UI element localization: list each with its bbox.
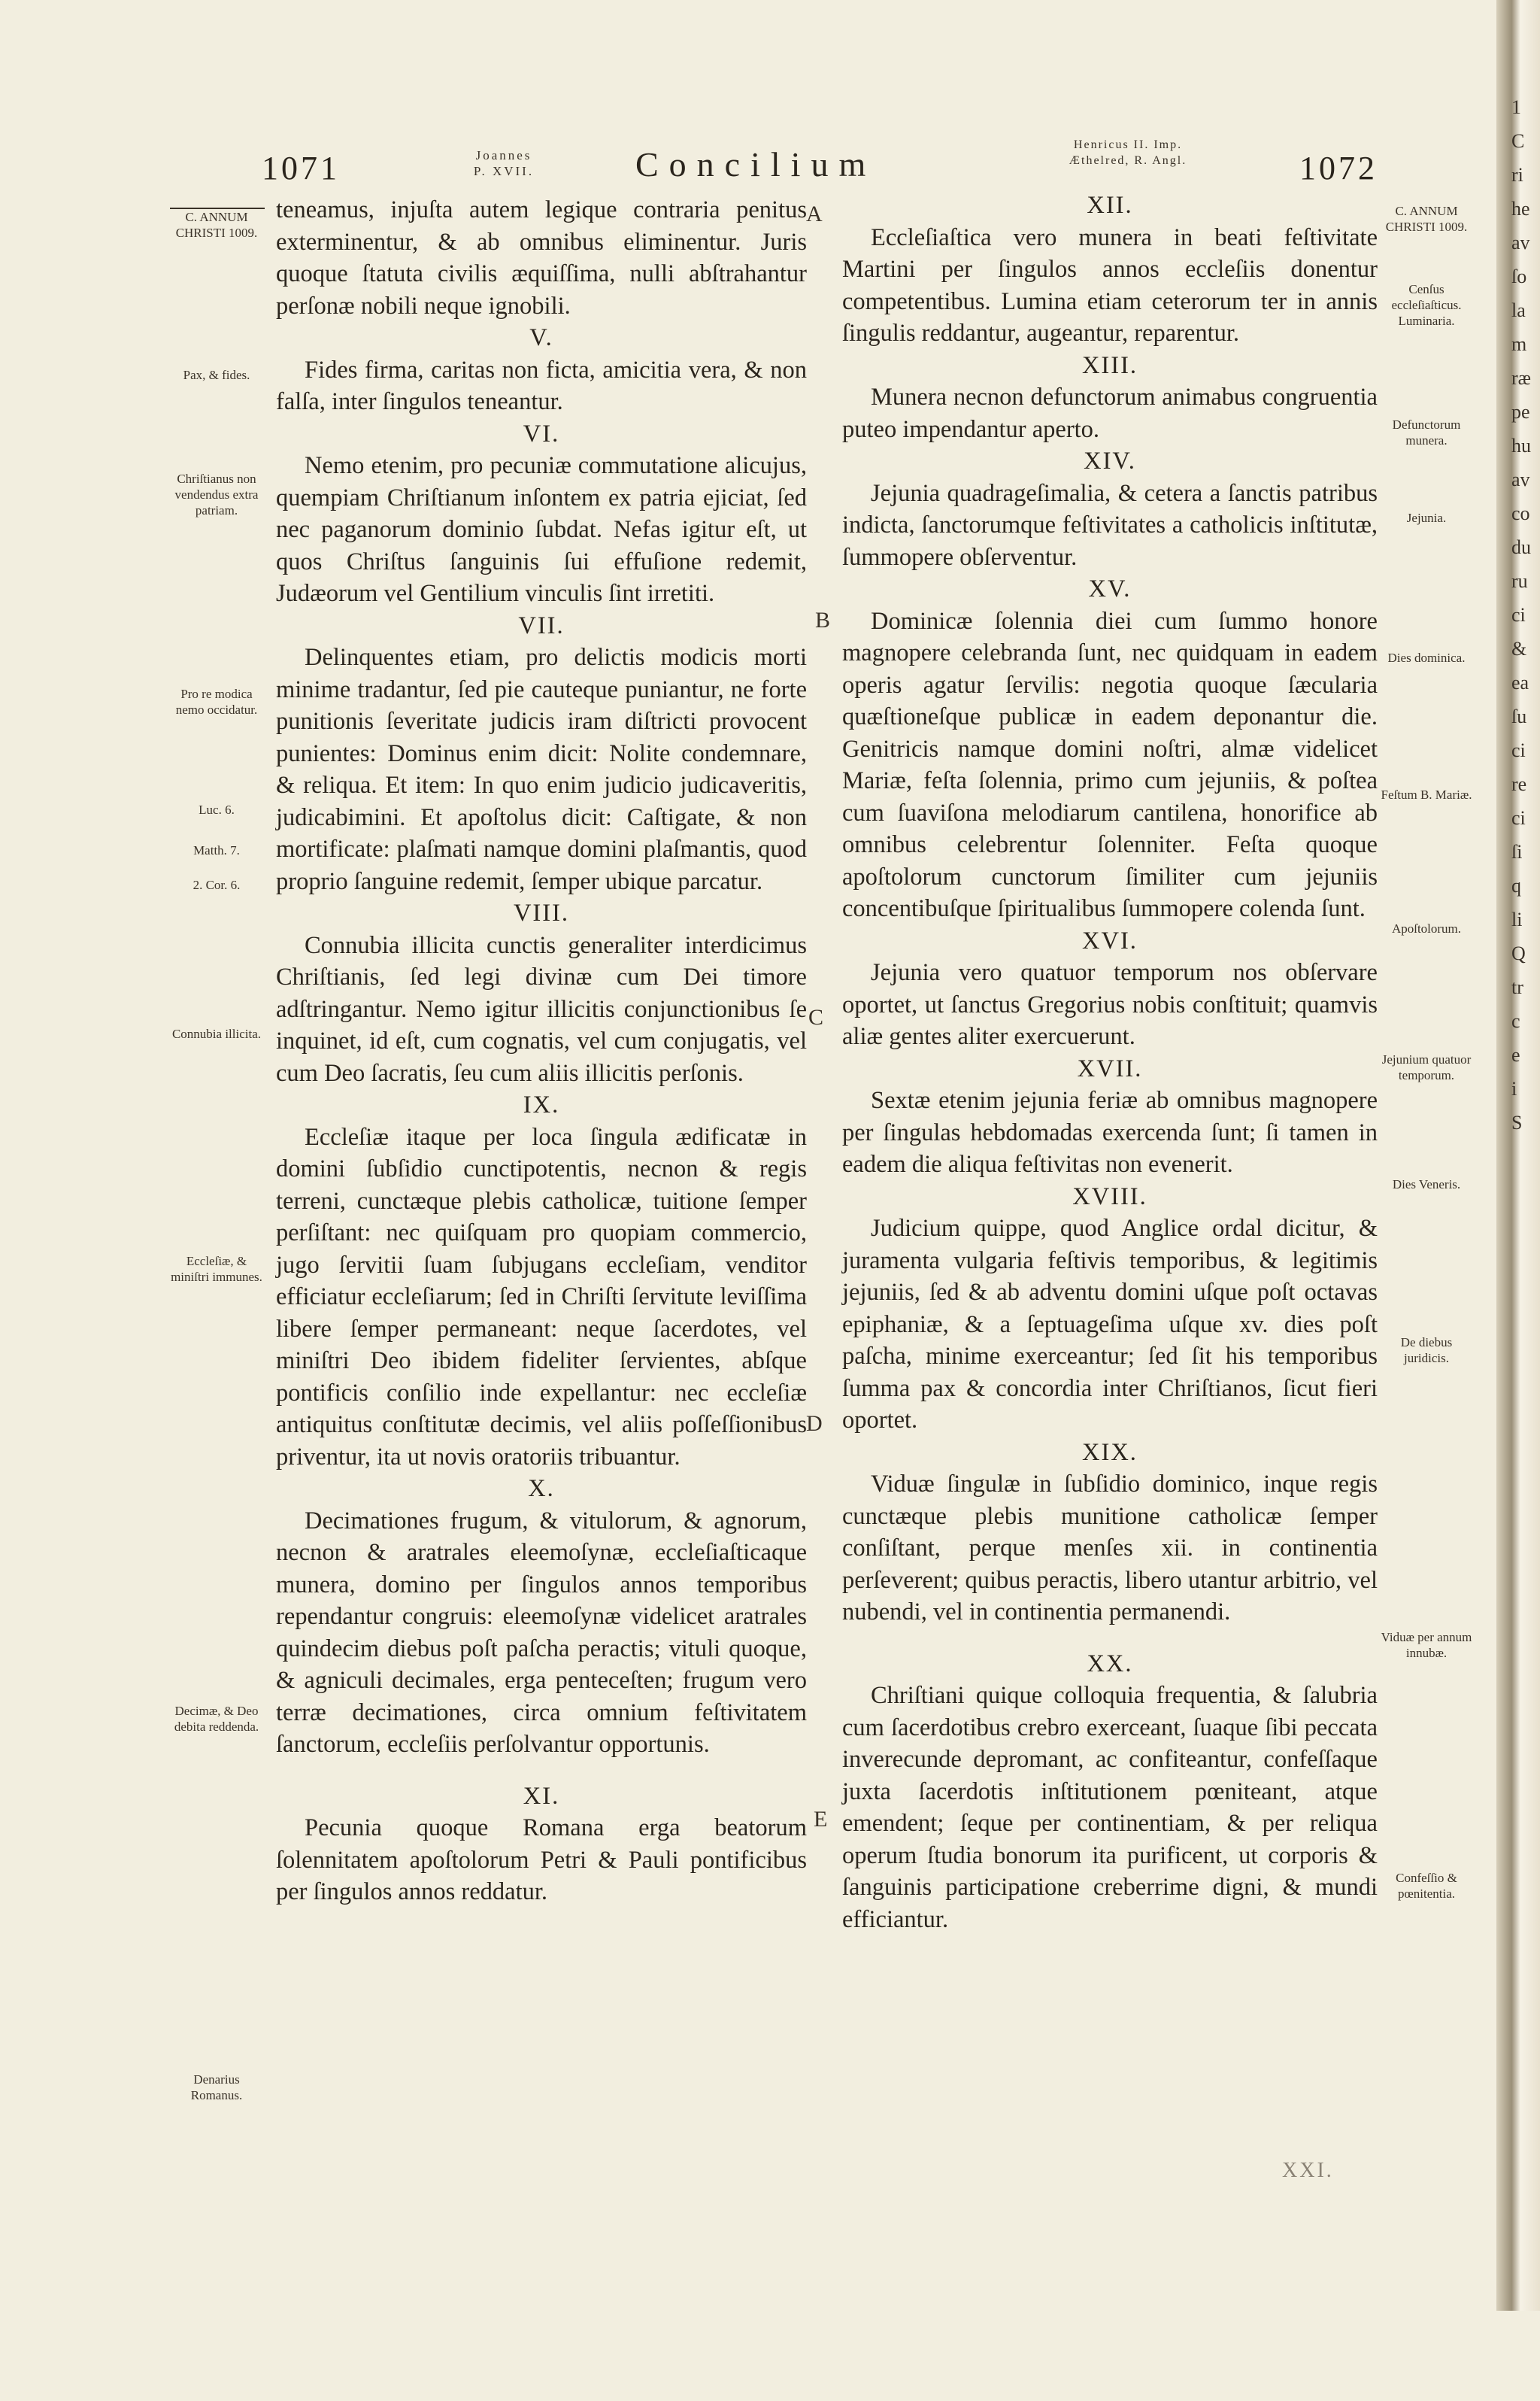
chapter-text: Judicium quippe, quod Anglice ordal dicitur, & juramenta vulgaria feſtivis temporibus, & legitimis jejuniis, ſed & ab adventu domini uſque poſt octavas epiphaniæ, & a ſeptuageſima uſque xv. dies poſt paſcha, minime exerceantur; ſed ſit his temporibus ſumma pax & concordia inter Chriſtianos, ſicut fieri oportet. — [842, 1215, 1378, 1434]
chapter-numeral: XV. — [1088, 575, 1132, 603]
margin-note: Confeſſio & pœnitentia. — [1396, 1871, 1457, 1901]
running-head-left-line: Joannes — [475, 148, 532, 162]
section-marker: E — [814, 1807, 828, 1832]
chapter-text: Munera necnon defunctorum animabus congruentia puteo impendantur aperto. — [842, 384, 1378, 443]
margin-note: Eccleſiæ, & miniſtri immunes. — [171, 1254, 262, 1284]
chapter-text: Eccleſiæ itaque per loca ſingula ædificatæ in domini ſubſidio cunctipotentis, necnon & regis terreni, cunctæque plebis catholicæ, tuitione ſemper perſiſtant: nec quiſquam pro quopiam commercio, jugo ſervitii ſuam ſubjugans eccleſiam, venditor efficiatur eccleſiarum; ſed in Chriſti ſervitute leviſſima libere ſemper permaneant: neque ſacerdotes, vel miniſtri Deo ibidem fideliter ſervientes, abſque pontificis conſilio inde expellantur: nec eccleſiæ antiquitus conſtitutæ decimis, vel aliis poſſeſſionibus priventur, ita ut novis oratoriis tribuantur. — [276, 1123, 807, 1471]
facing-page-fragment: tr — [1511, 976, 1523, 998]
facing-page-fragment: ci — [1511, 739, 1526, 761]
chapter-numeral: XVIII. — [1072, 1182, 1147, 1210]
facing-page-fragment: av — [1511, 469, 1530, 490]
facing-page-fragment: & — [1511, 638, 1527, 660]
margin-note: Defunctorum munera. — [1392, 417, 1461, 448]
facing-page-fragment: he — [1511, 198, 1530, 220]
margin-note: Dies Veneris. — [1392, 1177, 1461, 1191]
chapter-text: teneamus, injuſta autem legique contraria penitus exterminentur, & ab omnibus eliminentur. Juris quoque ſtatuta civilis æquiſſima, nulli abſtrahantur perſonæ nobili neque ignobili. — [276, 196, 807, 320]
chapter-numeral: XX. — [1087, 1650, 1133, 1677]
chapter-numeral: IX. — [523, 1091, 560, 1119]
chapter-numeral: XIX. — [1082, 1438, 1138, 1466]
section-marker: C — [808, 1005, 824, 1030]
chapter-numeral: XII. — [1087, 192, 1133, 219]
chapter-text: Dominicæ ſolennia diei cum ſummo honore magnopere celebranda ſunt, nec quidquam in eadem operis agatur ſervilis: negotia quoque ſæcularia quæſtioneſque publicæ in eadem deponantur die. Genitricis namque domini noſtri, almæ videlicet Mariæ, feſta ſolennia, primo cum jejuniis, & poſtea cum ſuaviſona melodiarum cantilena, honorifice ab omnibus celebrentur ſolenniter. Feſta quoque apoſtolorum cunctorum ſimiliter cum jejuniis concentibuſque ſpiritualibus ſummopere colenda ſunt. — [842, 607, 1378, 922]
facing-page-fragment: ea — [1511, 672, 1529, 694]
facing-page-fragment: pe — [1511, 401, 1530, 423]
facing-page-fragment: Q — [1511, 942, 1526, 964]
chapter-text: Fides firma, caritas non ficta, amicitia vera, & non falſa, inter ſingulos teneantur. — [276, 356, 807, 415]
chapter-text: Decimationes frugum, & vitulorum, & agnorum, necnon & aratrales eleemoſynæ, eccleſiaſticaque munera, domino per ſingulos annos temporibus rependantur congruis: eleemoſynæ videlicet aratrales quindecim diebus poſt paſcha peractis; vituli quoque, & agniculi decimales, erga penteceſten; frugum vero terræ decimationes, circa omnium feſtivitatem ſanctorum, eccleſiis perſolvantur opportunis. — [276, 1507, 807, 1758]
section-marker: A — [806, 202, 823, 226]
facing-page-fragment: c — [1511, 1010, 1520, 1032]
facing-page-fragment: 1 — [1511, 96, 1521, 118]
running-head-left — [429, 147, 579, 179]
chapter-numeral: V. — [529, 324, 553, 351]
catchword: XXI. — [1282, 2159, 1334, 2182]
facing-page-fragment: ſo — [1511, 266, 1527, 287]
facing-page-fragment: li — [1511, 909, 1523, 930]
folio-right: 1072 — [1299, 150, 1378, 187]
margin-note: Connubia illicita. — [171, 1027, 262, 1041]
facing-page-fragment: ru — [1511, 570, 1528, 592]
chapter-numeral: VIII. — [513, 900, 570, 927]
facing-page-fragment: av — [1511, 232, 1530, 253]
margin-note: Cenſus eccleſiaſticus. Luminaria. — [1391, 282, 1462, 328]
running-head-right — [1011, 137, 1244, 168]
facing-page-fragment: ci — [1511, 604, 1526, 626]
margin-note: C. ANNUM CHRISTI 1009. — [175, 210, 258, 240]
facing-page-fragment: ſi — [1511, 841, 1523, 863]
chapter-text: Delinquentes etiam, pro delictis modicis morti minime tradantur, ſed pie cauteque puniantur, ne forte punitionis ſeveritate judicis iram diſtricti provocent punientes: Dominus enim dicit: Nolite condemnare, & reliqua. Et item: In quo enim judicio judicaveritis, judicabimini. Et apoſtolus dicit: Caſtigate, & non mortificate: plaſmati namque domini plaſmantis, quod proprio ſanguine redemit, ſemper ubique parcatur. — [276, 644, 807, 895]
facing-page-fragment: du — [1511, 536, 1531, 558]
facing-page-fragment: re — [1511, 773, 1527, 795]
chapter-text: Sextæ etenim jejunia feriæ ab omnibus magnopere per ſingulas hebdomadas exercenda ſunt; ſi tamen in eadem die aliqua feſtivitas non evenerit. — [842, 1087, 1378, 1178]
facing-page-fragment: ci — [1511, 807, 1526, 829]
chapter-text: Connubia illicita cunctis generaliter interdicimus Chriſtianis, ſed legi divinæ cum Dei timore adſtringantur. Nemo igitur illicitis conjunctionibus ſe inquinet, id eſt, cum cognatis, vel cum conjugatis, vel cum Deo ſacratis, ſeu cum aliis illicitis perſonis. — [276, 931, 807, 1087]
folio-left: 1071 — [262, 150, 340, 187]
facing-page-fragments — [1511, 0, 1540, 2401]
section-marker: B — [815, 608, 831, 633]
margin-note: C. ANNUM CHRISTI 1009. — [1385, 204, 1468, 234]
margin-note: Dies dominica. — [1387, 651, 1466, 665]
chapter-numeral: XI. — [523, 1782, 560, 1810]
margin-note: Jejunia. — [1406, 511, 1447, 525]
facing-page-fragment: q — [1511, 875, 1521, 897]
chapter-numeral: VI. — [523, 420, 560, 448]
margin-note: Decimæ, & Deo debita reddenda. — [174, 1704, 259, 1734]
running-head-right-line: Henricus II. Imp. — [1073, 138, 1183, 151]
margin-note: Apoſtolorum. — [1391, 921, 1462, 936]
running-head-left-line: P. XVII. — [473, 164, 535, 178]
margin-note: Chriſtianus non vendendus extra patriam. — [174, 472, 259, 518]
margin-note: Luc. 6. — [199, 803, 235, 817]
facing-page-fragment: e — [1511, 1044, 1520, 1066]
facing-page-fragment: ri — [1511, 164, 1523, 186]
facing-page-fragment: ſu — [1511, 706, 1527, 727]
facing-page-fragment: m — [1511, 333, 1527, 355]
running-head-right-line: Æthelred, R. Angl. — [1069, 154, 1187, 167]
facing-page-fragment: co — [1511, 502, 1530, 524]
margin-note: Pax, & fides. — [183, 368, 250, 382]
margin-note: Denarius Romanus. — [190, 2072, 243, 2102]
margin-note: Jejunium quatuor temporum. — [1381, 1052, 1472, 1082]
chapter-numeral: X. — [528, 1475, 555, 1502]
margin-note: De diebus juridicis. — [1400, 1335, 1453, 1365]
chapter-numeral: XIII. — [1081, 351, 1138, 379]
chapter-numeral: XVII. — [1077, 1055, 1143, 1082]
chapter-numeral: VII. — [518, 612, 565, 639]
chapter-text: Pecunia quoque Romana erga beatorum ſolennitatem apoſtolorum Petri & Pauli pontificibus per ſingulos annos reddatur. — [276, 1814, 807, 1905]
margin-note: 2. Cor. 6. — [192, 878, 241, 892]
facing-page-fragment: i — [1511, 1078, 1517, 1100]
chapter-numeral: XIV. — [1084, 448, 1136, 475]
running-title: Concilium — [635, 145, 877, 184]
facing-page-fragment: S — [1511, 1112, 1523, 1134]
facing-page-fragment: ræ — [1511, 367, 1531, 389]
chapter-text: Eccleſiaſtica vero munera in beati feſtivitate Martini per ſingulos annos eccleſiis donentur competentibus. Lumina etiam ceterorum ter in annis ſingulis reddantur, augeantur, reparentur. — [842, 223, 1378, 347]
left-text-column — [276, 194, 807, 1908]
chapter-text: Jejunia vero quatuor temporum nos obſervare oportet, ut ſanctus Gregorius nobis conſtituit; quamvis aliæ gentes aliter exercuerunt. — [842, 959, 1378, 1050]
margin-note: Pro re modica nemo occidatur. — [175, 687, 258, 717]
chapter-text: Nemo etenim, pro pecuniæ commutatione alicujus, quempiam Chriſtianum inſontem ex patria ejiciat, ſed nec paganorum dominio ſubdat. Nefas igitur eſt, ut quos Chriſtus ſanguinis ſui effuſione redemit, Judæorum vel Gentilium vinculis ſint irretiti. — [276, 452, 807, 607]
chapter-text: Chriſtiani quique colloquia frequentia, & ſalubria cum ſacerdotibus crebro exerceant, ſuaque ſibi peccata inverecunde depromant, ac confiteantur, confeſſaque juxta ſacerdotis inſtitutionem pœniteant, atque emendent; ſeque per continentiam, & per reliqua operum ſtudia bonorum ita purificent, ut corporis & ſanguinis participatione creberrime digni, & mundi efficiantur. — [842, 1682, 1378, 1933]
margin-note: Matth. 7. — [193, 843, 240, 858]
chapter-text: Jejunia quadrageſimalia, & cetera a ſanctis patribus indicta, ſanctorumque feſtivitates a catholicis inſtitutæ, ſummopere obſerventur. — [842, 479, 1378, 571]
section-marker: D — [806, 1411, 823, 1436]
facing-page-fragment: hu — [1511, 435, 1531, 457]
margin-note: Viduæ per annum innubæ. — [1381, 1630, 1472, 1660]
right-text-column — [842, 190, 1378, 1935]
margin-note: Feſtum B. Mariæ. — [1381, 788, 1472, 802]
facing-page-fragment: la — [1511, 299, 1526, 321]
chapter-numeral: XVI. — [1082, 927, 1138, 955]
facing-page-fragment: C — [1511, 130, 1525, 152]
chapter-text: Viduæ ſingulæ in ſubſidio dominico, inque regis cunctæque plebis munitione catholicæ ſemper conſiſtant, perque menſes xii. in continentia perſeverent; quibus peractis, libero utantur arbitrio, vel nubendi, vel in continentia permanendi. — [842, 1471, 1378, 1625]
